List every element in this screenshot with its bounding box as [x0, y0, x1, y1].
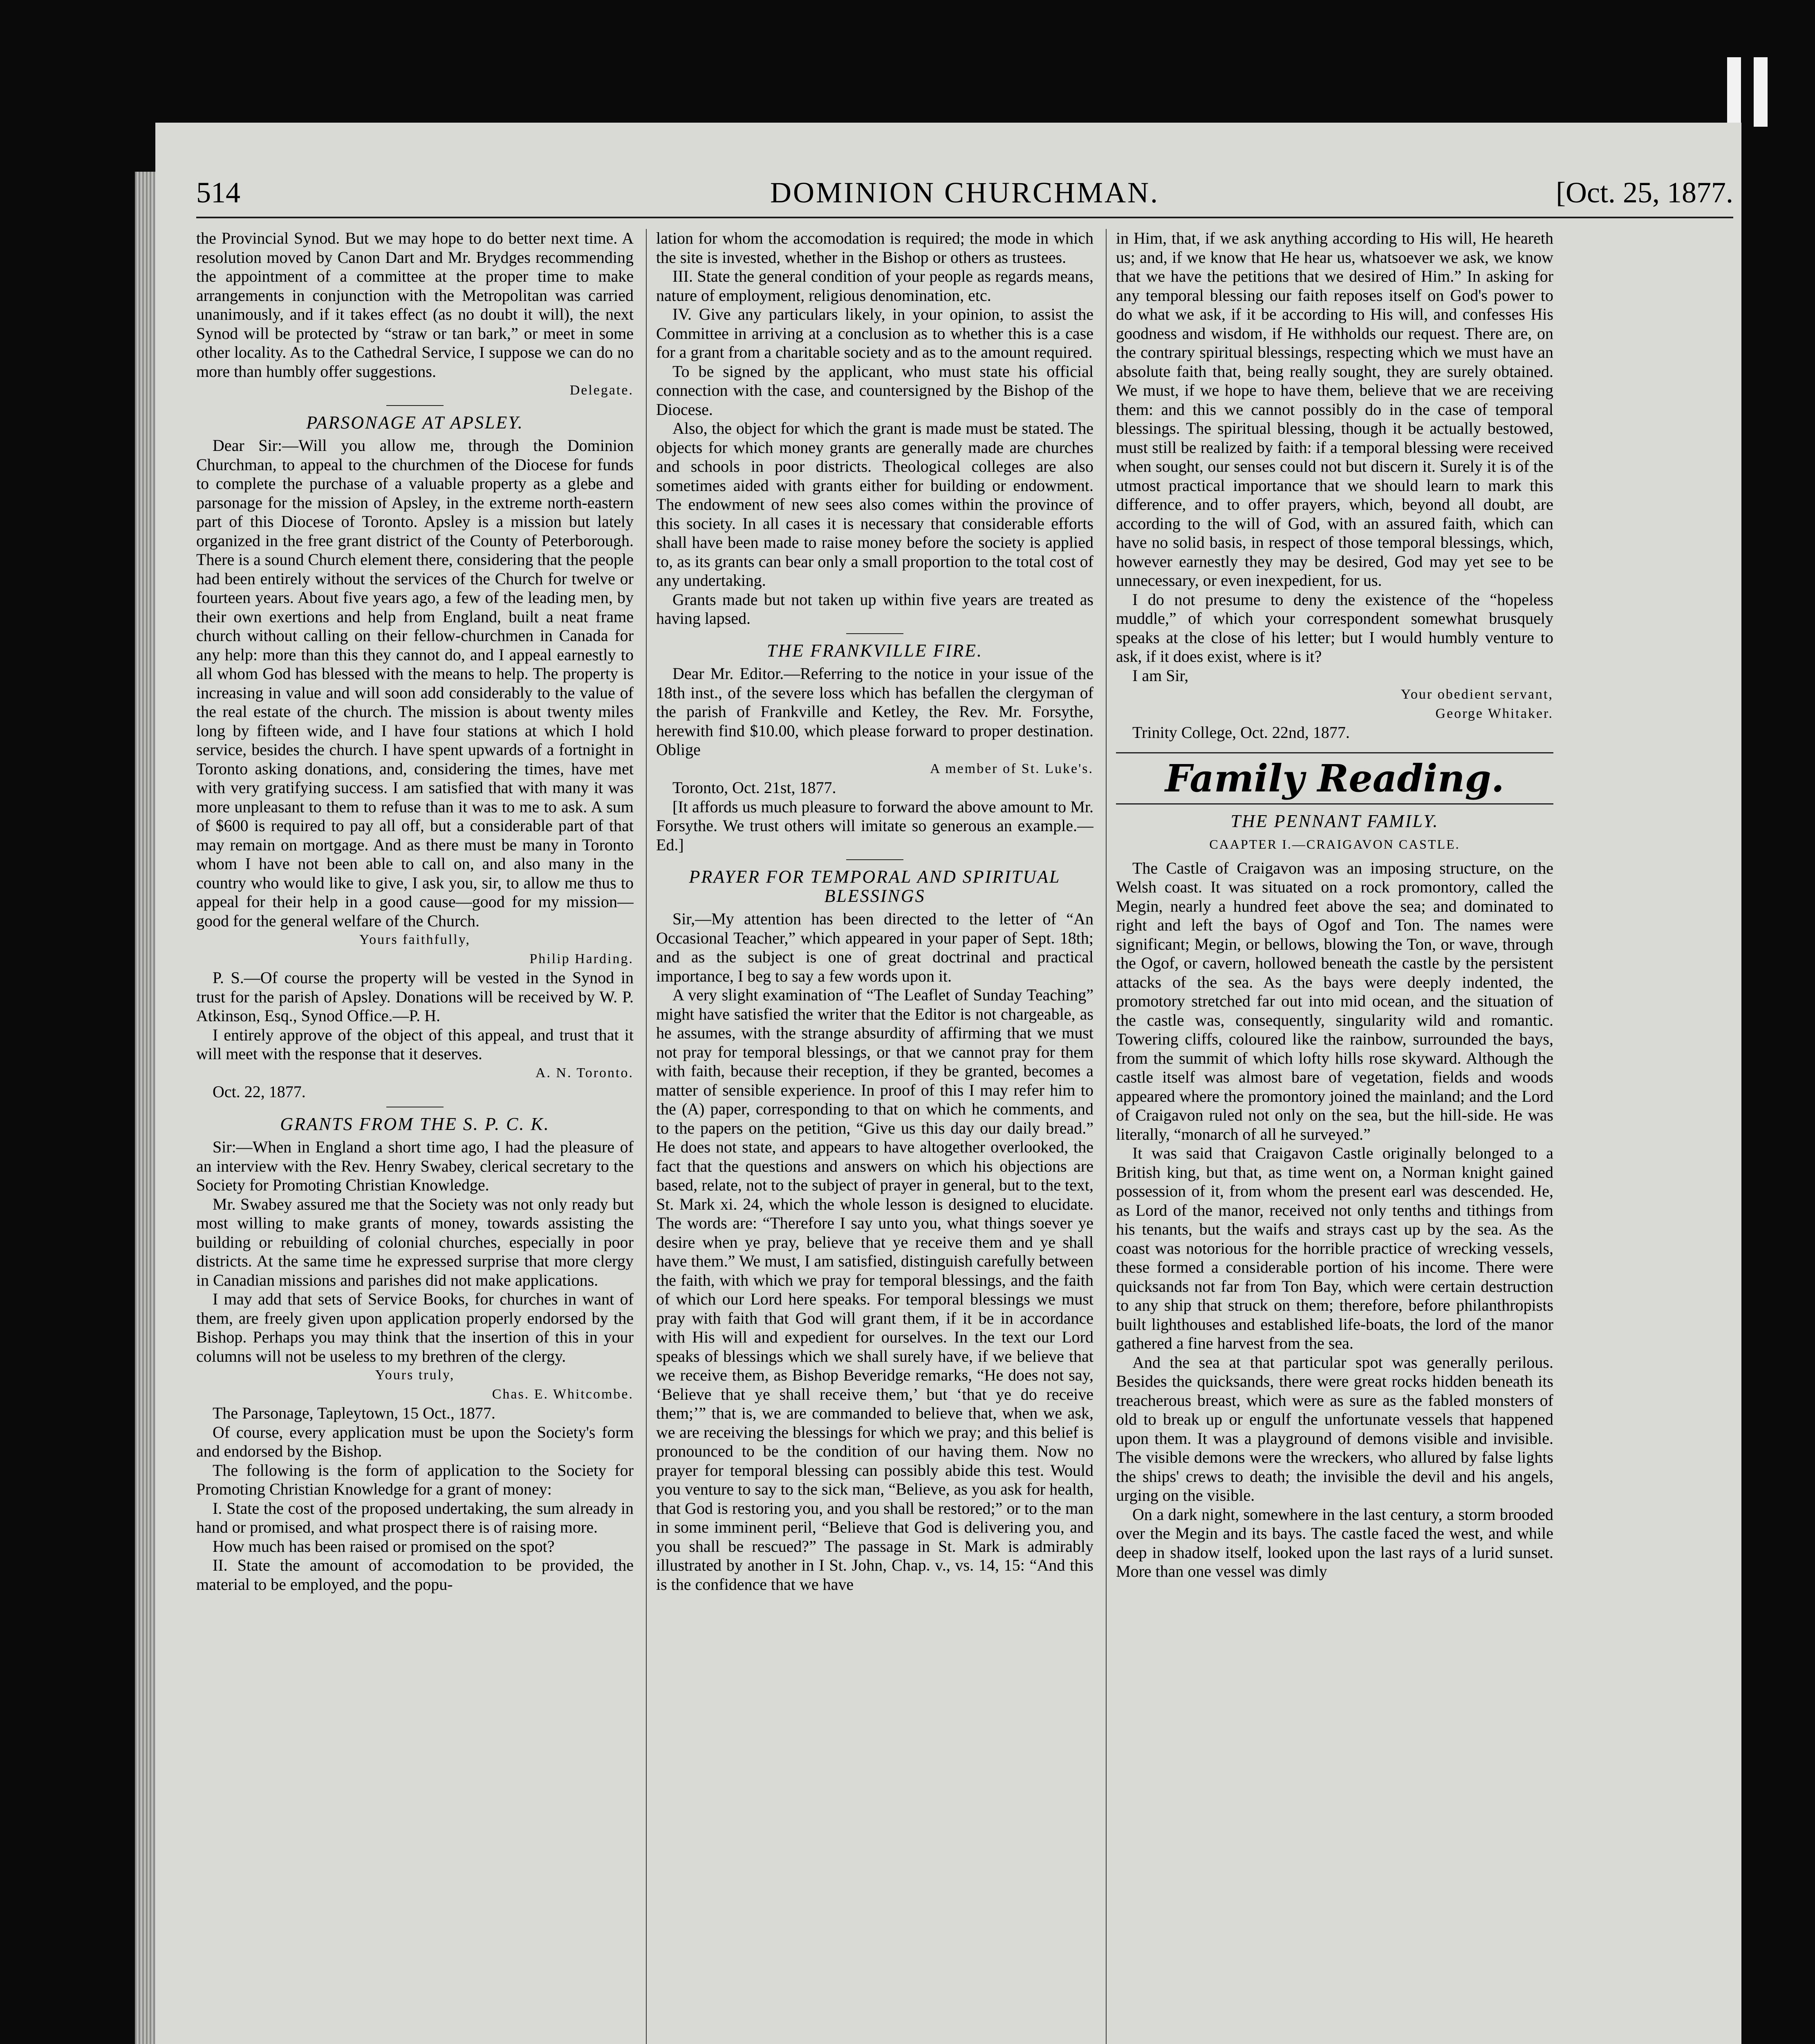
article-text: Grants made but not taken up within five years are treated as having lapsed. [656, 590, 1093, 628]
story-title: THE PENNANT FAMILY. [1230, 811, 1439, 831]
page-number: 514 [196, 176, 240, 209]
signature: Delegate. [569, 383, 634, 398]
column-1 [196, 229, 634, 2044]
column-2 [656, 229, 1093, 2044]
article-text: I entirely approve of the object of this appeal, and trust that it will meet with the response that it deserves. [196, 1025, 634, 1063]
article-text: The following is the form of application to the Society for Promoting Christian Knowledge for a grant of money: [196, 1461, 634, 1498]
article-text: Of course, every application must be upon the Society's form and endorsed by the Bishop. [196, 1423, 634, 1460]
closing: Yours faithfully, [359, 932, 471, 947]
article-heading: GRANTS FROM THE S. P. C. K. [280, 1114, 550, 1134]
column-rule-2 [1106, 229, 1107, 2044]
article-text: Sir:—When in England a short time ago, I had the pleasure of an interview with the Rev. Henry Swabey, clerical secretary to the Society for Promoting Christian Knowledge. [196, 1138, 634, 1194]
article-text: I am Sir, [1132, 666, 1189, 685]
signature: George Whitaker. [1435, 706, 1553, 721]
article-text: IV. Give any particulars likely, in your opinion, to assist the Committee in arriving at a conclusion as to whether this is a case for a grant from a charitable society and as to the amount required. [656, 305, 1093, 361]
story-text: On a dark night, somewhere in the last century, a storm brooded over the Megin and its bays. The castle faced the west, and while deep in shadow itself, looked upon the last rays of a lurid sunset. More than one vessel was dimly [1116, 1505, 1553, 1580]
article-text: How much has been raised or promised on the spot? [213, 1537, 555, 1555]
dateline: Trinity College, Oct. 22nd, 1877. [1132, 723, 1350, 742]
editor-note: [It affords us much pleasure to forward the above amount to Mr. Forsythe. We trust others will imitate so generous an example.—Ed.] [656, 797, 1093, 854]
story-text: And the sea at that particular spot was generally perilous. Besides the quicksands, there were great rocks hidden beneath its treacherous breast, which were as sure as the fabled monsters of old to break up or engulf the unfortunate vessels that happened upon them. It was a playground of demons visible and invisible. The visible demons were the wreckers, who allured by false lights the ships' crews to death; the invisible the devil and his angels, urging on the visible. [1116, 1353, 1553, 1504]
story-text: The Castle of Craigavon was an imposing structure, on the Welsh coast. It was situated on a rock promontory, called the Megin, nearly a hundred feet above the sea; and dominated to right and left the bays of Ogof and Ton. The names were significant; Megin, or bellows, blowing the Ton, or wave, through the Ogof, or cavern, hollowed beneath the castle by the persistent attacks of the sea. As the bays were deeply indented, the promotory stretched far out into mid ocean, and the situation of the castle was, consequently, singularity wild and romantic. Towering cliffs, coloured like the rainbow, surrounded the bays, from the summit of which lofty hills rose skyward. Although the castle itself was almost bare of vegetation, fields and woods appeared where the promontory joined the mainland; and the Lord of Craigavon ruled not only on the sea, but the hill-side. He was literally, “monarch of all he surveyed.” [1116, 858, 1553, 1143]
article-text: I do not presume to deny the existence of the “hopeless muddle,” of which your correspondent somewhat brusquely speaks at the close of his letter; but I would humbly venture to ask, if it does exist, where is it? [1116, 590, 1553, 666]
closing: Your obedient servant, [1400, 687, 1553, 702]
article-text: in Him, that, if we ask anything according to His will, He heareth us; and, if we know that He hear us, whatsoever we ask, we know that we have the petitions that we desired of Him.” In asking for any temporal blessing our faith reposes itself on God's power to do what we ask, if it be according to His will, and confesses His goodness and wisdom, if He withholds our request. There are, on the contrary spiritual blessings, respecting which we must have an absolute faith that, being really sought, they are surely obtained. We must, if we hope to have them, believe that we are receiving them: and this we cannot possibly do in the case of temporal blessings. The spiritual blessing, though it be actually bestowed, must still be realized by faith: if a temporal blessing were received when sought, our senses could not but discern it. Surely it is of the utmost practical importance that we should learn to mark this difference, and to offer prayers, which, beyond all doubt, are according to the will of God, with an assured faith, which can have no solid basis, in respect of those temporal blessings, which, however earnestly they may be desired, God may yet see to be unnecessary, or even inexpedient, for us. [1116, 229, 1553, 589]
column-rule-1 [646, 229, 647, 2044]
article-text: III. State the general condition of your people as regards means, nature of employment, religious denomination, etc. [656, 267, 1093, 305]
closing: Yours truly, [375, 1367, 455, 1383]
signature: Chas. E. Whitcombe. [492, 1386, 634, 1402]
article-text: To be signed by the applicant, who must state his official connection with the case, and countersigned by the Bishop of the Diocese. [656, 362, 1093, 419]
article-text: Also, the object for which the grant is made must be stated. The objects for which money grants are generally made are churches and schools in poor districts. Theological colleges are also sometimes aided with grants either for building or endowment. The endowment of new sees also comes within the province of this society. In all cases it is necessary that considerable efforts shall have been made to raise money before the society is applied to, as its grants can bear only a small proportion to the total cost of any undertaking. [656, 419, 1093, 589]
divider [846, 859, 903, 860]
signature: A. N. Toronto. [535, 1065, 634, 1080]
article-text: A very slight examination of “The Leaflet of Sunday Teaching” might have satisfied the writer that the Editor is not chargeable, as he assumes, with the strange absurdity of affirming that we must not pray for temporal blessings, or that we cannot pray for them with faith, because their reception, if they be granted, becomes a matter of sensible experience. In proof of this I may refer him to the (A) paper, corresponding to that on which he comments, and to the papers on the petition, “Give us this day our daily bread.” He does not state, and appears to have altogether overlooked, the fact that the questions and answers on which his objections are based, relate, not to the subject of prayer in general, but to the text, St. Mark xi. 24, which the whole lesson is designed to elucidate. The words are: “Therefore I say unto you, what things soever ye desire when ye pray, believe that ye receive them and ye shall have them.” We must, I am satisfied, distinguish carefully between the faith, with which we pray for temporal blessings, and the faith of which our Lord here speaks. For temporal blessings we must pray with faith that God will grant them, if it be in accordance with His will and expedient for ourselves. In the text our Lord speaks of blessings which we shall surely have, if we believe that we receive them, as Bishop Beveridge remarks, “He does not say, ‘Believe that ye shall receive them,’ but ‘that ye do receive them;’” that is, we are commanded to believe that, when we ask, we are receiving the blessings for which we pray; and this belief is pronounced to be the condition of our having them. Now no prayer for temporal blessing can possibly abide this test. Would you venture to say to the sick man, “Believe, as you ask for health, that God is restoring you, and you shall be restored;” or to the man in some imminent peril, “Believe that God is delivering you, and you shall be rescued?” The passage in St. Mark is admirably illustrated by another in I St. John, Chap. v., vs. 14, 15: “And this is the confidence that we have [656, 986, 1093, 1594]
dateline: The Parsonage, Tapleytown, 15 Oct., 1877. [213, 1404, 495, 1422]
chapter-heading: CAAPTER I.—CRAIGAVON CASTLE. [1209, 837, 1460, 852]
article-text: lation for whom the accomodation is required; the mode in which the site is invested, whether in the Bishop or others as trustees. [656, 229, 1093, 267]
column-3 [1116, 229, 1553, 2044]
article-heading: PRAYER FOR TEMPORAL AND SPIRITUAL BLESSINGS [689, 867, 1061, 906]
issue-date: [Oct. 25, 1877. [1556, 176, 1733, 209]
scan-marker-top [1727, 57, 1741, 127]
scan-marker-top-2 [1754, 57, 1768, 127]
divider [846, 633, 903, 634]
section-heading: Family Reading. [1116, 752, 1553, 805]
signature: Philip Harding. [529, 951, 634, 966]
article-text: P. S.—Of course the property will be vested in the Synod in trust for the parish of Apsley. Donations will be received by W. P. Atkinson, Esq., Synod Office.—P. H. [196, 968, 634, 1025]
dateline: Oct. 22, 1877. [213, 1083, 306, 1101]
article-text: II. State the amount of accomodation to be provided, the material to be employed, and the popu- [196, 1556, 634, 1594]
article-heading: THE FRANKVILLE FIRE. [766, 640, 983, 661]
signature: A member of St. Luke's. [930, 761, 1093, 776]
page-header [196, 172, 1733, 218]
article-heading: PARSONAGE AT APSLEY. [306, 412, 524, 433]
publication-title: DOMINION CHURCHMAN. [770, 176, 1160, 209]
article-text: Sir,—My attention has been directed to the letter of “An Occasional Teacher,” which appeared in your paper of Sept. 18th; and as the subject is one of great doctrinal and practical importance, I beg to say a few words upon it. [656, 910, 1093, 985]
article-text: Mr. Swabey assured me that the Society was not only ready but most willing to make grants of money, towards assisting the building or rebuilding of colonial churches, especially in poor districts. At the same time he expressed surprise that more clergy in Canadian missions and parishes did not make applications. [196, 1195, 634, 1289]
dateline: Toronto, Oct. 21st, 1877. [672, 778, 836, 797]
article-text: the Provincial Synod. But we may hope to do better next time. A resolution moved by Canon Dart and Mr. Brydges recommending the appointment of a committee at the proper time to make arrangements in conjunction with the Metropolitan was carried unanimously, and if it takes effect (as no doubt it will), the next Synod will be protected by “straw or tan bark,” or meet in some other locality. As to the Cathedral Service, I suppose we can do no more than humbly offer suggestions. [196, 229, 634, 381]
article-text: I may add that sets of Service Books, for churches in want of them, are freely given upon application properly endorsed by the Bishop. Perhaps you may think that the insertion of this in your columns will not be useless to my brethren of the clergy. [196, 1290, 634, 1365]
article-text: Dear Mr. Editor.—Referring to the notice in your issue of the 18th inst., of the severe loss which has befallen the clergyman of the parish of Frankville and Ketley, the Rev. Mr. Forsythe, herewith find $10.00, which please forward to proper destination. Oblige [656, 664, 1093, 759]
story-text: It was said that Craigavon Castle originally belonged to a British king, but that, as time went on, a Norman knight gained possession of it, from whom the present earl was descended. He, as Lord of the manor, received not only tenths and tithings from his tenants, but the waifs and strays cast up by the sea. As the coast was notorious for the horrible practice of wrecking vessels, these formed a considerable portion of his income. There were quicksands not far from Ton Bay, which were certain destruction to any ship that struck on them; therefore, before philanthropists built lighthouses and established life-boats, the lord of the manor gathered a fine harvest from the sea. [1116, 1144, 1553, 1352]
divider [386, 405, 444, 406]
article-text: I. State the cost of the proposed undertaking, the sum already in hand or promised, and what prospect there is of raising more. [196, 1499, 634, 1536]
article-text: Dear Sir:—Will you allow me, through the Dominion Churchman, to appeal to the churchmen of the Diocese for funds to complete the purchase of a valuable property as a glebe and parsonage for the mission of Apsley, in the extreme north-eastern part of this Diocese of Toronto. Apsley is a mission but lately organized in the free grant district of the County of Peterborough. There is a sound Church element there, considering that the people had been entirely without the services of the Church for twelve or fourteen years. About five years ago, a few of the leading men, by their own exertions and help from England, built a neat frame church without calling on their fellow-churchmen in Canada for any help: more than this they cannot do, and I appeal earnestly to all whom God has blessed with the means to help. The property is increasing in value and will soon add considerably to the value of the real estate of the church. The mission is about twenty miles long by fifteen wide, and I have four stations at which I hold service, besides the church. I have spent upwards of a fortnight in Toronto asking donations, and, considering the times, have met with very gratifying success. I am satisfied that with many it was more unpleasant to them to refuse than it was to me to ask. A sum of $600 is required to pay all off, but a considerable part of that may remain on mortgage. And as there must be many in Toronto whom I have not been able to call on, and also many in the country who would like to give, I ask you, sir, to allow me thus to appeal for their help in a good cause—good for my mission—good for the general welfare of the Church. [196, 436, 634, 930]
